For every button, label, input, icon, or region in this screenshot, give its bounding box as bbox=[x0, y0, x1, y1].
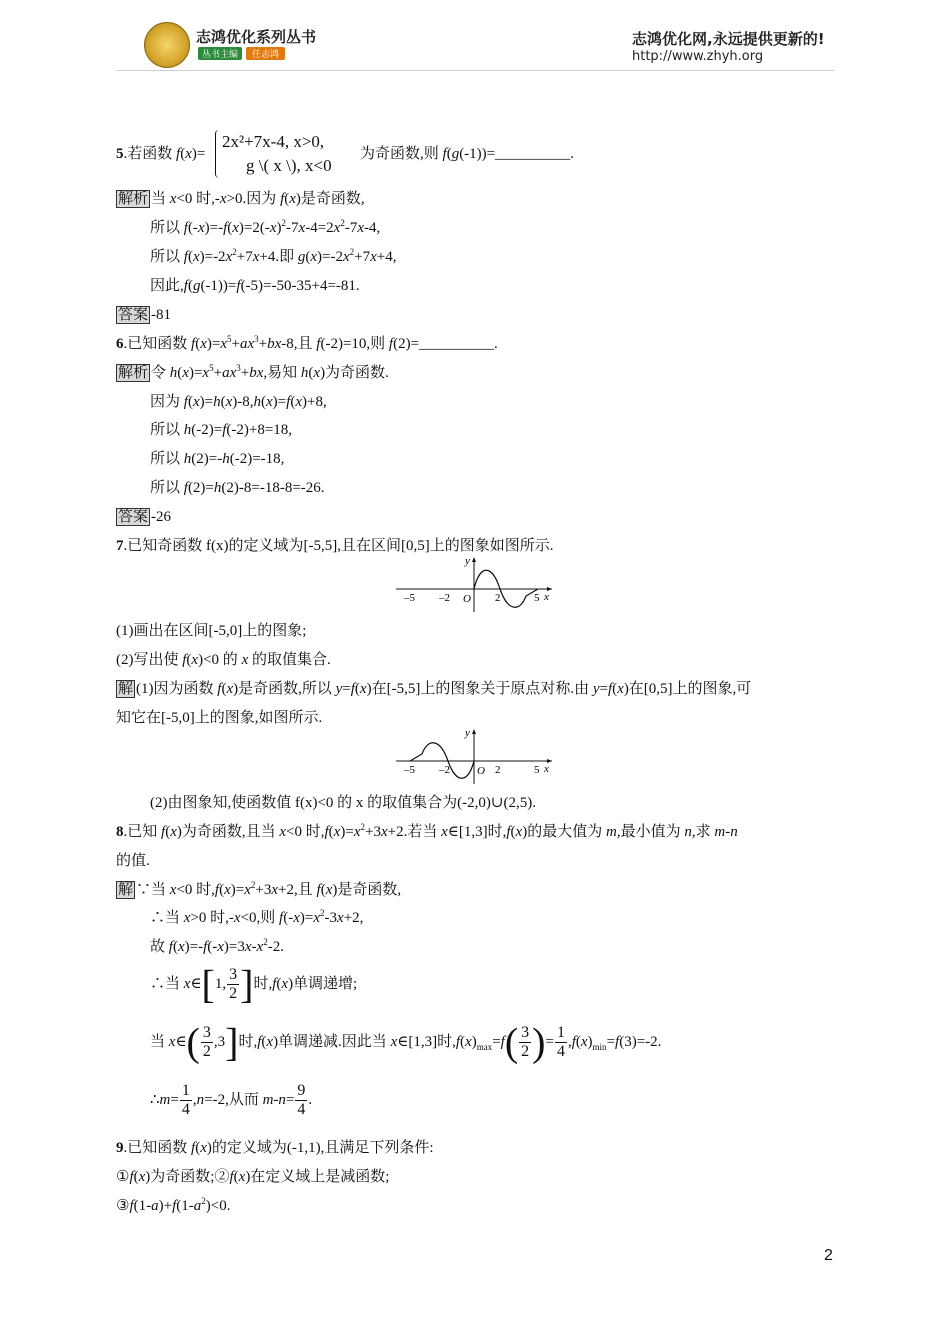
q5-analysis-2: 所以 $f(-x)=-f(x)=2(-x)^2-7x-4=2x^2-7x-4$, bbox=[150, 218, 381, 236]
svg-text:2: 2 bbox=[495, 592, 501, 604]
q8-sol-5: 当 x∈( $\frac{3}{2}$ ,3]时,f(x)单调递减.因此当 x∈[1,3]时$,f(x)_{max}=f$( $\frac{3}{2}$ )= $\frac{1}{4}$ $,f(x)_{min}=f(3)=-2$. bbox=[150, 1019, 662, 1065]
q8-stem-2: 的值. bbox=[116, 853, 150, 869]
svg-text:O: O bbox=[463, 593, 471, 605]
svg-text:5: 5 bbox=[534, 592, 540, 604]
q7-graph-1 bbox=[396, 554, 556, 612]
q5-analysis-4: 因此,f(g(-1))=f(-5)=-50-35+4=-81. bbox=[150, 278, 360, 294]
q6-analysis-3: 所以 h(-2)=f(-2)+8=18, bbox=[150, 422, 293, 438]
series-title: 志鸿优化系列丛书 bbox=[196, 28, 317, 46]
svg-text:y: y bbox=[465, 555, 470, 567]
q8-sol-4: ∴当 x∈[1, $\frac{3}{2}$ ]时,f(x)单调递增; bbox=[150, 961, 358, 1007]
answer-tag: 答案 bbox=[118, 509, 149, 525]
q5-case1: 2x²+7x-4, x>0, bbox=[222, 132, 325, 151]
site-url[interactable]: http://www.zhyh.org bbox=[632, 49, 764, 64]
q9-stem-1: 9.已知函数 f(x)的定义域为(-1,1),且满足下列条件: bbox=[116, 1140, 434, 1156]
q9-stem-2: ①f(x)为奇函数;②f(x)在定义域上是减函数; bbox=[116, 1169, 390, 1185]
svg-text:2: 2 bbox=[495, 764, 501, 776]
q7-sol-2: 知它在[-5,0]上的图象,如图所示. bbox=[116, 710, 323, 726]
q5-answer: 答案 -81 bbox=[118, 307, 172, 323]
svg-text:–2: –2 bbox=[439, 592, 450, 604]
q6-answer: 答案 -26 bbox=[118, 509, 172, 525]
q5-tail: 为奇函数,则 f(g(-1))=__________. bbox=[360, 146, 574, 162]
editor-label: 丛书主编 bbox=[198, 47, 242, 60]
svg-text:y: y bbox=[465, 727, 470, 739]
svg-text:x: x bbox=[544, 763, 549, 775]
solution-tag: 解 bbox=[118, 681, 134, 697]
page-number: 2 bbox=[824, 1247, 833, 1264]
q6-analysis-1: 解析 令 $h(x)=x^5+ax^3+bx$,易知 h(x)为奇函数. bbox=[118, 363, 389, 381]
svg-text:x: x bbox=[544, 591, 549, 603]
q6-stem: 6.已知函数 $f(x)=x^5+ax^3+bx-8$,且 f(-2)=10,则 f(2)=__________. bbox=[116, 334, 498, 352]
slogan: 志鸿优化网,永远提供更新的! bbox=[632, 30, 825, 48]
analysis-tag: 解析 bbox=[118, 191, 149, 207]
solution-tag: 解 bbox=[118, 882, 134, 898]
q5-analysis-3: 所以 $f(x)=-2x^2+7x+4$.即 $g(x)=-2x^2+7x+4$, bbox=[150, 247, 397, 265]
header-divider bbox=[116, 70, 834, 71]
svg-text:5: 5 bbox=[534, 764, 540, 776]
q7-sub1: (1)画出在区间[-5,0]上的图象; bbox=[116, 623, 307, 639]
q5-case2: g \( x \), x<0 bbox=[246, 156, 332, 175]
editor-name: 任志鸿 bbox=[246, 47, 285, 60]
q8-sol-6: ∴m= $\frac{1}{4}$ ,n=-2,从而 m-n= $\frac{9}{4}$ . bbox=[150, 1082, 313, 1119]
q7-sub2: (2)写出使 f(x)<0 的 x 的取值集合. bbox=[116, 652, 331, 668]
q8-sol-3: 故 $f(x)=-f(-x)=3x-x^2-2$. bbox=[150, 937, 284, 955]
q6-analysis-2: 因为 f(x)=h(x)-8,h(x)=f(x)+8, bbox=[150, 394, 327, 410]
q8-sol-2: ∴当 x>0 时,-x<0,则 $f(-x)=x^2-3x+2$, bbox=[150, 908, 364, 926]
q6-analysis-4: 所以 h(2)=-h(-2)=-18, bbox=[150, 451, 285, 467]
q5-analysis-1: 解析 当 x<0 时,-x>0.因为 f(x)是奇函数, bbox=[118, 191, 365, 207]
q7-sol-3: (2)由图象知,使函数值 f(x)<0 的 x 的取值集合为(-2,0)∪(2,5). bbox=[150, 795, 536, 811]
svg-text:–5: –5 bbox=[404, 592, 415, 604]
q6-analysis-5: 所以 f(2)=h(2)-8=-18-8=-26. bbox=[150, 480, 325, 496]
q7-stem: 7.已知奇函数 f(x)的定义域为[-5,5],且在区间[0,5]上的图象如图所示. bbox=[116, 538, 554, 554]
q7-graph-2 bbox=[396, 726, 556, 784]
svg-text:O: O bbox=[477, 765, 485, 777]
q7-sol-1: 解 (1)因为函数 f(x)是奇函数,所以 y=f(x)在[-5,5]上的图象关于原点对称.由 y=f(x)在[0,5]上的图象,可 bbox=[118, 681, 752, 697]
svg-text:–2: –2 bbox=[439, 764, 450, 776]
header-logo bbox=[144, 22, 190, 68]
q8-stem-1: 8.已知 f(x)为奇函数,且当 x<0 时$,f(x)=x^2+3x+2$.若当 x∈[1,3]时,f(x)的最大值为 m,最小值为 n,求 m-n bbox=[116, 822, 738, 840]
analysis-tag: 解析 bbox=[118, 365, 149, 381]
svg-text:–5: –5 bbox=[404, 764, 415, 776]
q5-brace bbox=[215, 130, 220, 178]
q8-sol-1: 解 ∵当 x<0 时$,f(x)=x^2+3x+2$,且 f(x)是奇函数, bbox=[118, 880, 402, 898]
answer-tag: 答案 bbox=[118, 307, 149, 323]
q9-stem-3: $③f(1-a)+f(1-a^2)<0$. bbox=[116, 1196, 231, 1214]
q5-stem: 5.若函数 f(x)= bbox=[116, 146, 206, 162]
